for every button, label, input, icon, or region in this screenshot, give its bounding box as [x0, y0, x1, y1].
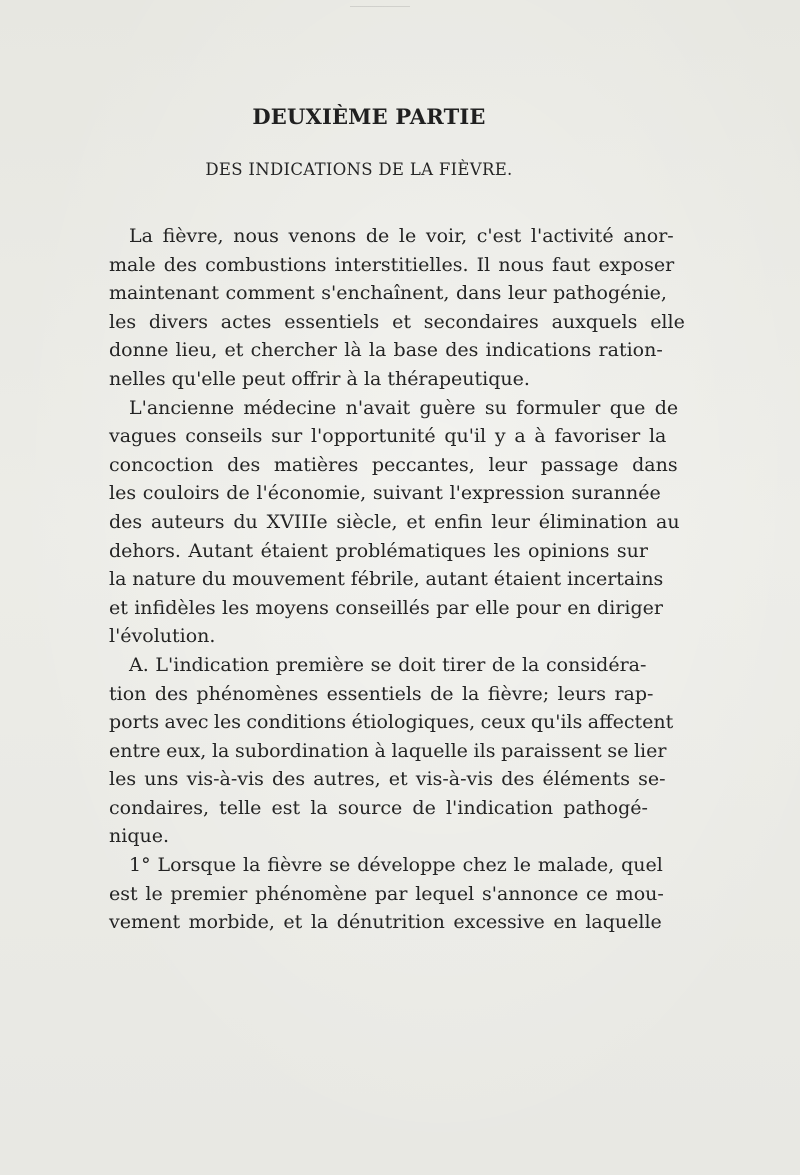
text-line: entre eux, la subordination à laquelle ils paraissent se lier — [109, 739, 667, 762]
text-line: les divers actes essentiels et secondaires auxquels elle — [109, 310, 685, 333]
text-line: vement morbide, et la dénutrition excessive en laquelle — [109, 911, 662, 934]
text-line: ports avec les conditions étiologiques, ceux qu'ils affectent — [109, 711, 674, 734]
text-line: est le premier phénomène par lequel s'annonce ce mou- — [109, 882, 664, 905]
text-line: 1° Lorsque la fièvre se développe chez le malade, quel — [129, 854, 663, 877]
part-title: DEUXIÈME PARTIE — [252, 104, 486, 129]
text-line: nelles qu'elle peut offrir à la thérapeutique. — [109, 367, 530, 390]
section-title: DES INDICATIONS DE LA FIÈVRE. — [205, 160, 513, 179]
text-line: L'ancienne médecine n'avait guère su formuler que de — [129, 396, 679, 419]
text-line: la nature du mouvement fébrile, autant étaient incertains — [109, 568, 664, 591]
text-line: vagues conseils sur l'opportunité qu'il y a à favoriser la — [109, 425, 667, 448]
text-line: tion des phénomènes essentiels de la fièvre; leurs rap- — [109, 682, 654, 705]
text-line: l'évolution. — [109, 625, 216, 648]
text-line: dehors. Autant étaient problématiques les opinions sur — [109, 539, 648, 562]
text-line: nique. — [109, 825, 169, 848]
text-line: maintenant comment s'enchaînent, dans leur pathogénie, — [109, 282, 667, 305]
body-text — [109, 222, 685, 937]
text-line: et infidèles les moyens conseillés par elle pour en diriger — [109, 596, 663, 619]
page-number-trace — [350, 0, 410, 7]
text-line: condaires, telle est la source de l'indication pathogé- — [109, 796, 648, 819]
text-line: les uns vis-à-vis des autres, et vis-à-vis des éléments se- — [109, 768, 666, 791]
text-line: donne lieu, et chercher là la base des indications ration- — [109, 339, 663, 362]
text-line: male des combustions interstitielles. Il nous faut exposer — [109, 253, 675, 276]
text-line: La fièvre, nous venons de le voir, c'est l'activité anor- — [129, 225, 674, 247]
text-line: A. L'indication première se doit tirer de la considéra- — [129, 653, 647, 676]
text-line: des auteurs du XVIIIe siècle, et enfin leur élimination au — [109, 510, 680, 533]
text-line: les couloirs de l'économie, suivant l'expression surannée — [109, 482, 661, 505]
text-line: concoction des matières peccantes, leur passage dans — [109, 453, 678, 476]
